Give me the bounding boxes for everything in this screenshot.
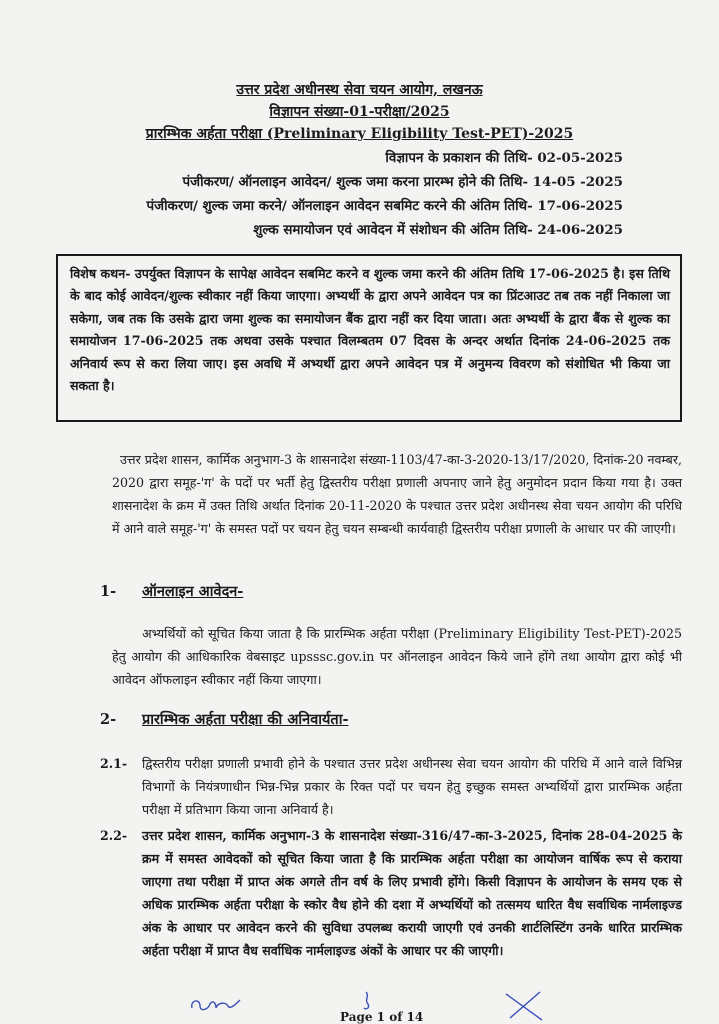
section-1-body: अभ्यर्थियों को सूचित किया जाता है कि प्रारम्भिक अर्हता परीक्षा (Preliminary Eligibility Test-PET)-2025 हेतु आयोग की आधिकारिक वेबसाइट upsssc.gov.in पर ऑनलाइन आवेदन किये जाने होंगे तथा आयोग द्वारा कोई भी आवेदन ऑफलाइन स्वीकार नहीं किया जाएगा।	[112, 626, 682, 687]
advertisement-number: विज्ञापन संख्या-01-परीक्षा/2025	[269, 104, 450, 120]
intro-paragraph: उत्तर प्रदेश शासन, कार्मिक अनुभाग-3 के शासनादेश संख्या-1103/47-का-3-2020-13/17/2020, दिनांक-20 नवम्बर, 2020 द्वारा समूह-'ग' के पदों पर भर्ती हेतु द्विस्तरीय परीक्षा प्रणाली अपनाए जाने हेतु अनुमोदन प्रदान किया गया है। उक्त शासनादेश के क्रम में उक्त तिथि अर्थात दिनांक 20-11-2020 के पश्चात उत्तर प्रदेश अधीनस्थ सेवा चयन आयोग की परिधि में आने वाले समूह-'ग' के समस्त पदों पर चयन हेतु चयन सम्बन्धी कार्यवाही द्विस्तरीय परीक्षा प्रणाली के आधार पर की जाएगी।	[112, 452, 682, 536]
commission-name: उत्तर प्रदेश अधीनस्थ सेवा चयन आयोग, लखनऊ	[236, 82, 483, 98]
date-publication: विज्ञापन के प्रकाशन की तिथि- 02-05-2025	[385, 150, 623, 166]
section-1-heading	[100, 582, 500, 604]
page-number: Page 1 of 14	[340, 1010, 424, 1024]
section-title: ऑनलाइन आवेदन-	[142, 583, 244, 600]
exam-title: प्रारम्भिक अर्हता परीक्षा (Preliminary Eligibility Test-PET)-2025	[145, 126, 574, 142]
signature-initials-right	[500, 988, 550, 1024]
signature-initials-left	[186, 990, 246, 1020]
section-number: 2-	[100, 711, 117, 728]
date-registration-start: पंजीकरण/ ऑनलाइन आवेदन/ शुल्क जमा करना प्रारम्भ होने की तिथि- 14-05 -2025	[182, 174, 623, 190]
subsection-2-1-number: 2.1-	[100, 756, 128, 771]
section-title: प्रारम्भिक अर्हता परीक्षा की अनिवार्यता-	[142, 711, 349, 728]
section-2-heading	[100, 710, 600, 732]
subsection-2-2-number: 2.2-	[100, 828, 128, 843]
date-last-submission: पंजीकरण/ शुल्क जमा करने/ ऑनलाइन आवेदन सबमिट करने की अंतिम तिथि- 17-06-2025	[146, 198, 623, 214]
section-number: 1-	[100, 583, 117, 600]
special-notice-text: विशेष कथन- उपर्युक्त विज्ञापन के सापेक्ष आवेदन सबमिट करने व शुल्क जमा करने की अंतिम तिथि 17-06-2025 है। इस तिथि के बाद कोई आवेदन/शुल्क स्वीकार नहीं किया जाएगा। अभ्यर्थी के द्वारा अपने आवेदन पत्र का प्रिंटआउट तब तक नहीं निकाला जा सकेगा, जब तक कि उसके द्वारा जमा शुल्क का समायोजन बैंक द्वारा नहीं कर दिया जाता। अतः अभ्यर्थी के द्वारा बैंक से शुल्क का समायोजन 17-06-2025 तक अथवा उसके पश्चात विलम्बतम 07 दिवस के अन्दर अर्थात दिनांक 24-06-2025 तक अनिवार्य रूप से करा लिया जाए। इस अवधि में अभ्यर्थी द्वारा अपने आवेदन पत्र में अनुमन्य विवरण को संशोधित भी किया जा सकता है।	[70, 266, 670, 394]
special-notice-box	[56, 254, 682, 422]
date-fee-adjustment: शुल्क समायोजन एवं आवेदन में संशोधन की अंतिम तिथि- 24-06-2025	[253, 222, 623, 238]
subsection-2-1-body: द्विस्तरीय परीक्षा प्रणाली प्रभावी होने के पश्चात उत्तर प्रदेश अधीनस्थ सेवा चयन आयोग की परिधि में आने वाले विभिन्न विभागों के नियंत्रणाधीन भिन्न-भिन्न प्रकार के रिक्त पदों पर चयन हेतु इच्छुक समस्त अभ्यर्थियों द्वारा प्रारम्भिक अर्हता परीक्षा में प्रतिभाग किया जाना अनिवार्य है।	[142, 756, 682, 817]
subsection-2-2-body: उत्तर प्रदेश शासन, कार्मिक अनुभाग-3 के शासनादेश संख्या-316/47-का-3-2025, दिनांक 28-04-2025 के क्रम में समस्त आवेदकों को सूचित किया जाता है कि प्रारम्भिक अर्हता परीक्षा का आयोजन वार्षिक रूप से कराया जाएगा तथा परीक्षा में प्राप्त अंक अगले तीन वर्ष के लिए प्रभावी होंगे। किसी विज्ञापन के आयोजन के समय एक से अधिक प्रारम्भिक अर्हता परीक्षा के स्कोर वैध होने की दशा में अभ्यर्थियों को तत्समय धारित वैध सर्वाधिक नार्मलाइज्ड अंक के आधार पर आवेदन करने की सुविधा उपलब्ध करायी जाएगी एवं उनकी शार्टलिस्टिंग उनके धारित प्रारम्भिक अर्हता परीक्षा में प्राप्त वैध सर्वाधिक नार्मलाइज्ड अंकों के आधार पर की जाएगी।	[142, 828, 682, 958]
